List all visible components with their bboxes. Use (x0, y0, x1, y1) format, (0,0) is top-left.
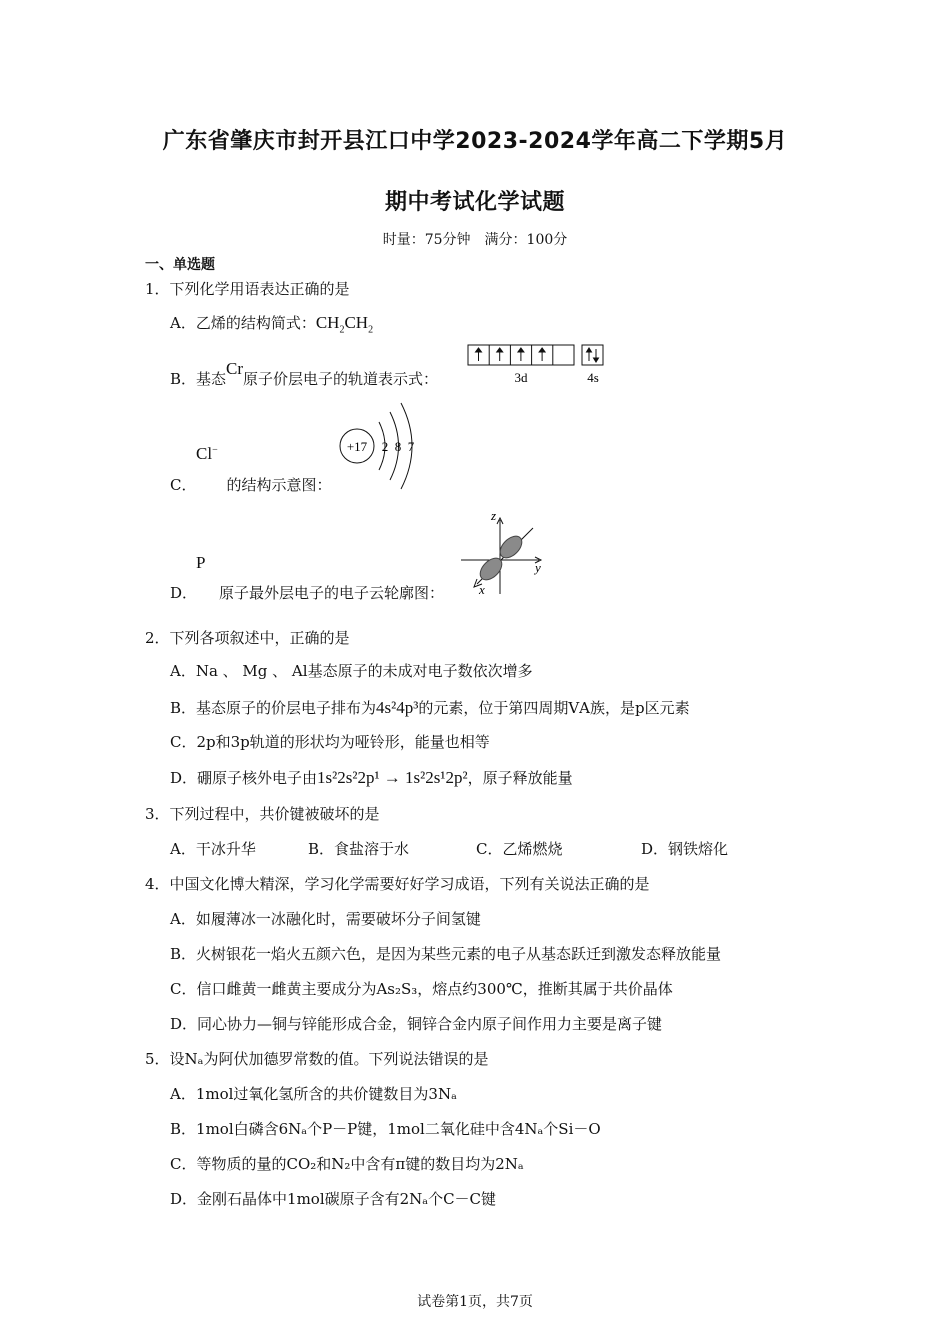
label-4s: 4s (587, 370, 599, 385)
cl-symbol: Cl (196, 444, 213, 463)
section-heading: 一、单选题 (145, 257, 215, 273)
q1-b-pre: B．基态 (170, 370, 227, 388)
cl-ion (196, 444, 218, 464)
q5-option-b: B．1mol白磷含6Nₐ个P－P键，1mol二氧化硅中含4Nₐ个Si－O (170, 1120, 601, 1138)
q1-b-post: 原子价层电子的轨道表示式： (243, 370, 439, 388)
q1-b-element: Cr (226, 359, 244, 378)
page-footer: 试卷第1页，共7页 (417, 1294, 533, 1310)
q5-stem: 5．设Nₐ为阿伏加德罗常数的值。下列说法错误的是 (145, 1050, 489, 1068)
q1-option-d (170, 582, 444, 603)
q2-b-post: 的元素，位于第四周期ⅤA族，是p区元素 (418, 699, 690, 717)
shell-electrons-2: 8 (394, 439, 402, 454)
q4-option-c: C．信口雌黄一雌黄主要成分为As₂S₃，熔点约300℃，推断其属于共价晶体 (170, 980, 673, 998)
title-line-1: 广东省肇庆市封开县江口中学2023-2024学年高二下学期5月 (162, 129, 788, 154)
q5-option-a: A．1mol过氧化氢所含的共价键数目为3Nₐ (170, 1085, 457, 1103)
q1-option-b (170, 359, 439, 389)
cl-charge: − (212, 444, 218, 456)
q1-option-a (170, 312, 373, 335)
shell-electrons-1: 2 (381, 439, 389, 454)
q2-d-config: 1s²2s²2p¹ → 1s²2s¹2p² (317, 768, 468, 787)
q2-option-a: A．Na 、 Mg 、 Al基态原子的未成对电子数依次增多 (170, 662, 533, 680)
q2-option-c: C．2p和3p轨道的形状均为哑铃形，能量也相等 (170, 733, 490, 751)
q4-option-b: B．火树银花一焰火五颜六色，是因为某些元素的电子从基态跃迁到激发态释放能量 (170, 945, 722, 963)
q3-option-b: B．食盐溶于水 (308, 840, 410, 858)
atomic-structure-diagram (335, 400, 425, 492)
axis-z: z (491, 510, 497, 523)
exam-meta: 时量：75分钟 满分：100分 (382, 232, 568, 248)
q1-d-text: 原子最外层电子的电子云轮廓图： (219, 584, 445, 602)
formula-sub: 2 (339, 324, 345, 336)
q1-stem: 1．下列化学用语表达正确的是 (145, 280, 350, 298)
q1-d-label: D． (170, 584, 198, 602)
label-3d: 3d (514, 370, 528, 385)
formula-sub: 2 (368, 324, 374, 336)
q3-option-c: C．乙烯燃烧 (476, 840, 563, 858)
axis-x: x (479, 582, 485, 597)
q3-stem: 3．下列过程中，共价键被破坏的是 (145, 805, 380, 823)
electron-cloud-diagram (455, 510, 550, 598)
formula-part: CH (315, 313, 340, 332)
q3-option-a: A．干冰升华 (170, 840, 256, 858)
q4-stem: 4．中国文化博大精深，学习化学需要好好学习成语，下列有关说法正确的是 (145, 875, 650, 893)
q1-c-text: 的结构示意图： (226, 476, 332, 494)
q3-option-d: D．钢铁熔化 (641, 840, 729, 858)
q2-stem: 2．下列各项叙述中，正确的是 (145, 629, 350, 647)
title-line-2: 期中考试化学试题 (384, 190, 565, 215)
q1-a-label: A．乙烯的结构简式： (170, 314, 316, 332)
q5-option-c: C．等物质的量的CO₂和N₂中含有π键的数目均为2Nₐ (170, 1155, 524, 1173)
q2-option-b (170, 697, 690, 718)
q2-d-pre: D．硼原子核外电子由 (170, 769, 318, 787)
q5-option-d: D．金刚石晶体中1mol碳原子含有2Nₐ个C－C键 (170, 1190, 497, 1208)
shell-electrons-3: 7 (407, 439, 415, 454)
q1-option-c (170, 474, 332, 495)
formula-part: CH (344, 313, 369, 332)
q2-option-d (170, 767, 573, 788)
q1-c-label: C． (170, 476, 197, 494)
q4-option-a: A．如履薄冰一冰融化时，需要破坏分子间氢键 (170, 910, 481, 928)
orbital-diagram (467, 344, 607, 388)
q4-option-d: D．同心协力—铜与锌能形成合金，铜锌合金内原子间作用力主要是离子键 (170, 1015, 663, 1033)
q2-b-config: 4s²4p³ (376, 698, 419, 717)
p-element: P (196, 553, 206, 572)
axis-y: y (535, 560, 541, 575)
nucleus-charge: +17 (346, 439, 368, 454)
q2-d-post: ，原子释放能量 (467, 769, 573, 787)
q2-b-pre: B．基态原子的价层电子排布为 (170, 699, 377, 717)
